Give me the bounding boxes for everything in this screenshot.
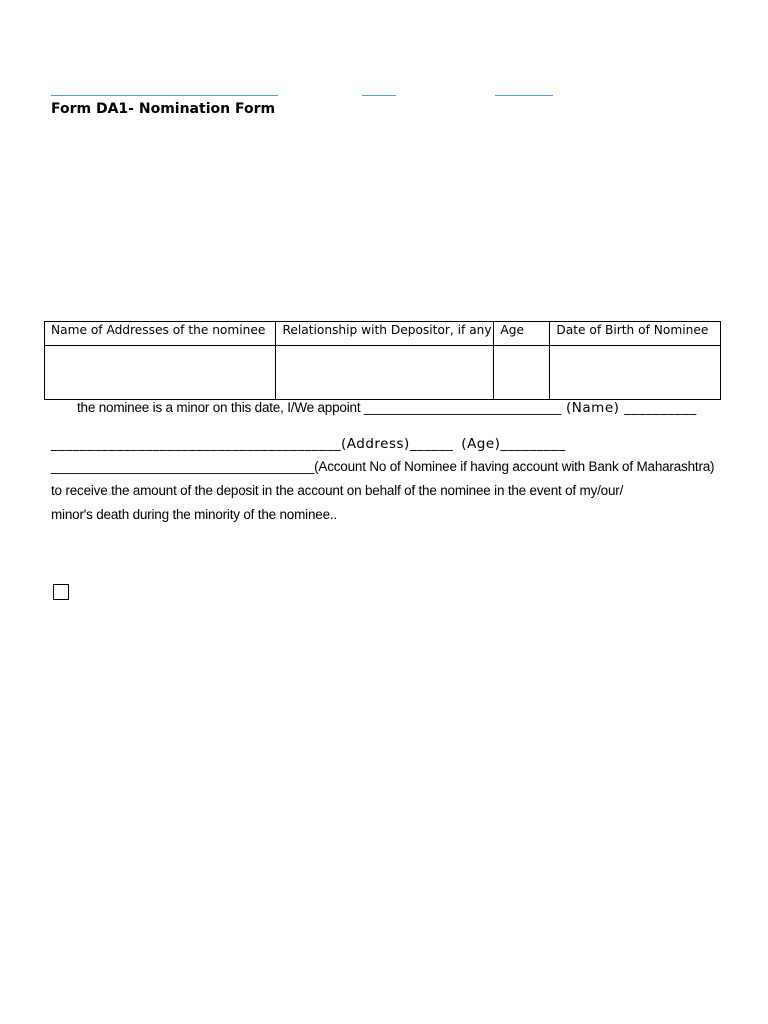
table-row bbox=[45, 346, 721, 400]
guardian-age-label: (Age)_________ bbox=[461, 436, 566, 452]
header-link-underline bbox=[51, 95, 278, 96]
minor-clause-line-1 bbox=[77, 400, 697, 416]
header-link-underline bbox=[495, 95, 553, 96]
header-link-underline bbox=[362, 95, 396, 96]
nominee-name-address-cell[interactable] bbox=[45, 346, 276, 400]
guardian-account-line: ____________________________________(Account No of Nominee if having account with Bank of Maharashtra) bbox=[51, 459, 715, 474]
checkbox[interactable] bbox=[53, 584, 69, 600]
guardian-name-label: (Name) __________ bbox=[561, 400, 697, 416]
nominee-table bbox=[44, 321, 721, 400]
form-title: Form DA1- Nomination Form bbox=[51, 101, 276, 117]
minor-appoint-text: the nominee is a minor on this date, I/We appoint ___________________________ bbox=[77, 400, 562, 415]
minor-clause-line-4: to receive the amount of the deposit in the account on behalf of the nominee in the event of my/our/ bbox=[51, 483, 624, 498]
table-header-row bbox=[45, 322, 721, 346]
guardian-address-blank: ________________________________________ bbox=[51, 436, 341, 452]
minor-clause-line-2 bbox=[51, 436, 566, 452]
guardian-address-label: (Address)______ bbox=[341, 436, 454, 452]
column-header-date-of-birth: Date of Birth of Nominee bbox=[550, 322, 721, 346]
column-header-age: Age bbox=[494, 322, 550, 346]
column-header-name-address: Name of Addresses of the nominee bbox=[45, 322, 276, 346]
nominee-age-cell[interactable] bbox=[494, 346, 550, 400]
minor-clause-line-5: minor's death during the minority of the nominee.. bbox=[51, 507, 337, 522]
nominee-relationship-cell[interactable] bbox=[276, 346, 494, 400]
nominee-dob-cell[interactable] bbox=[550, 346, 721, 400]
column-header-relationship: Relationship with Depositor, if any bbox=[276, 322, 494, 346]
